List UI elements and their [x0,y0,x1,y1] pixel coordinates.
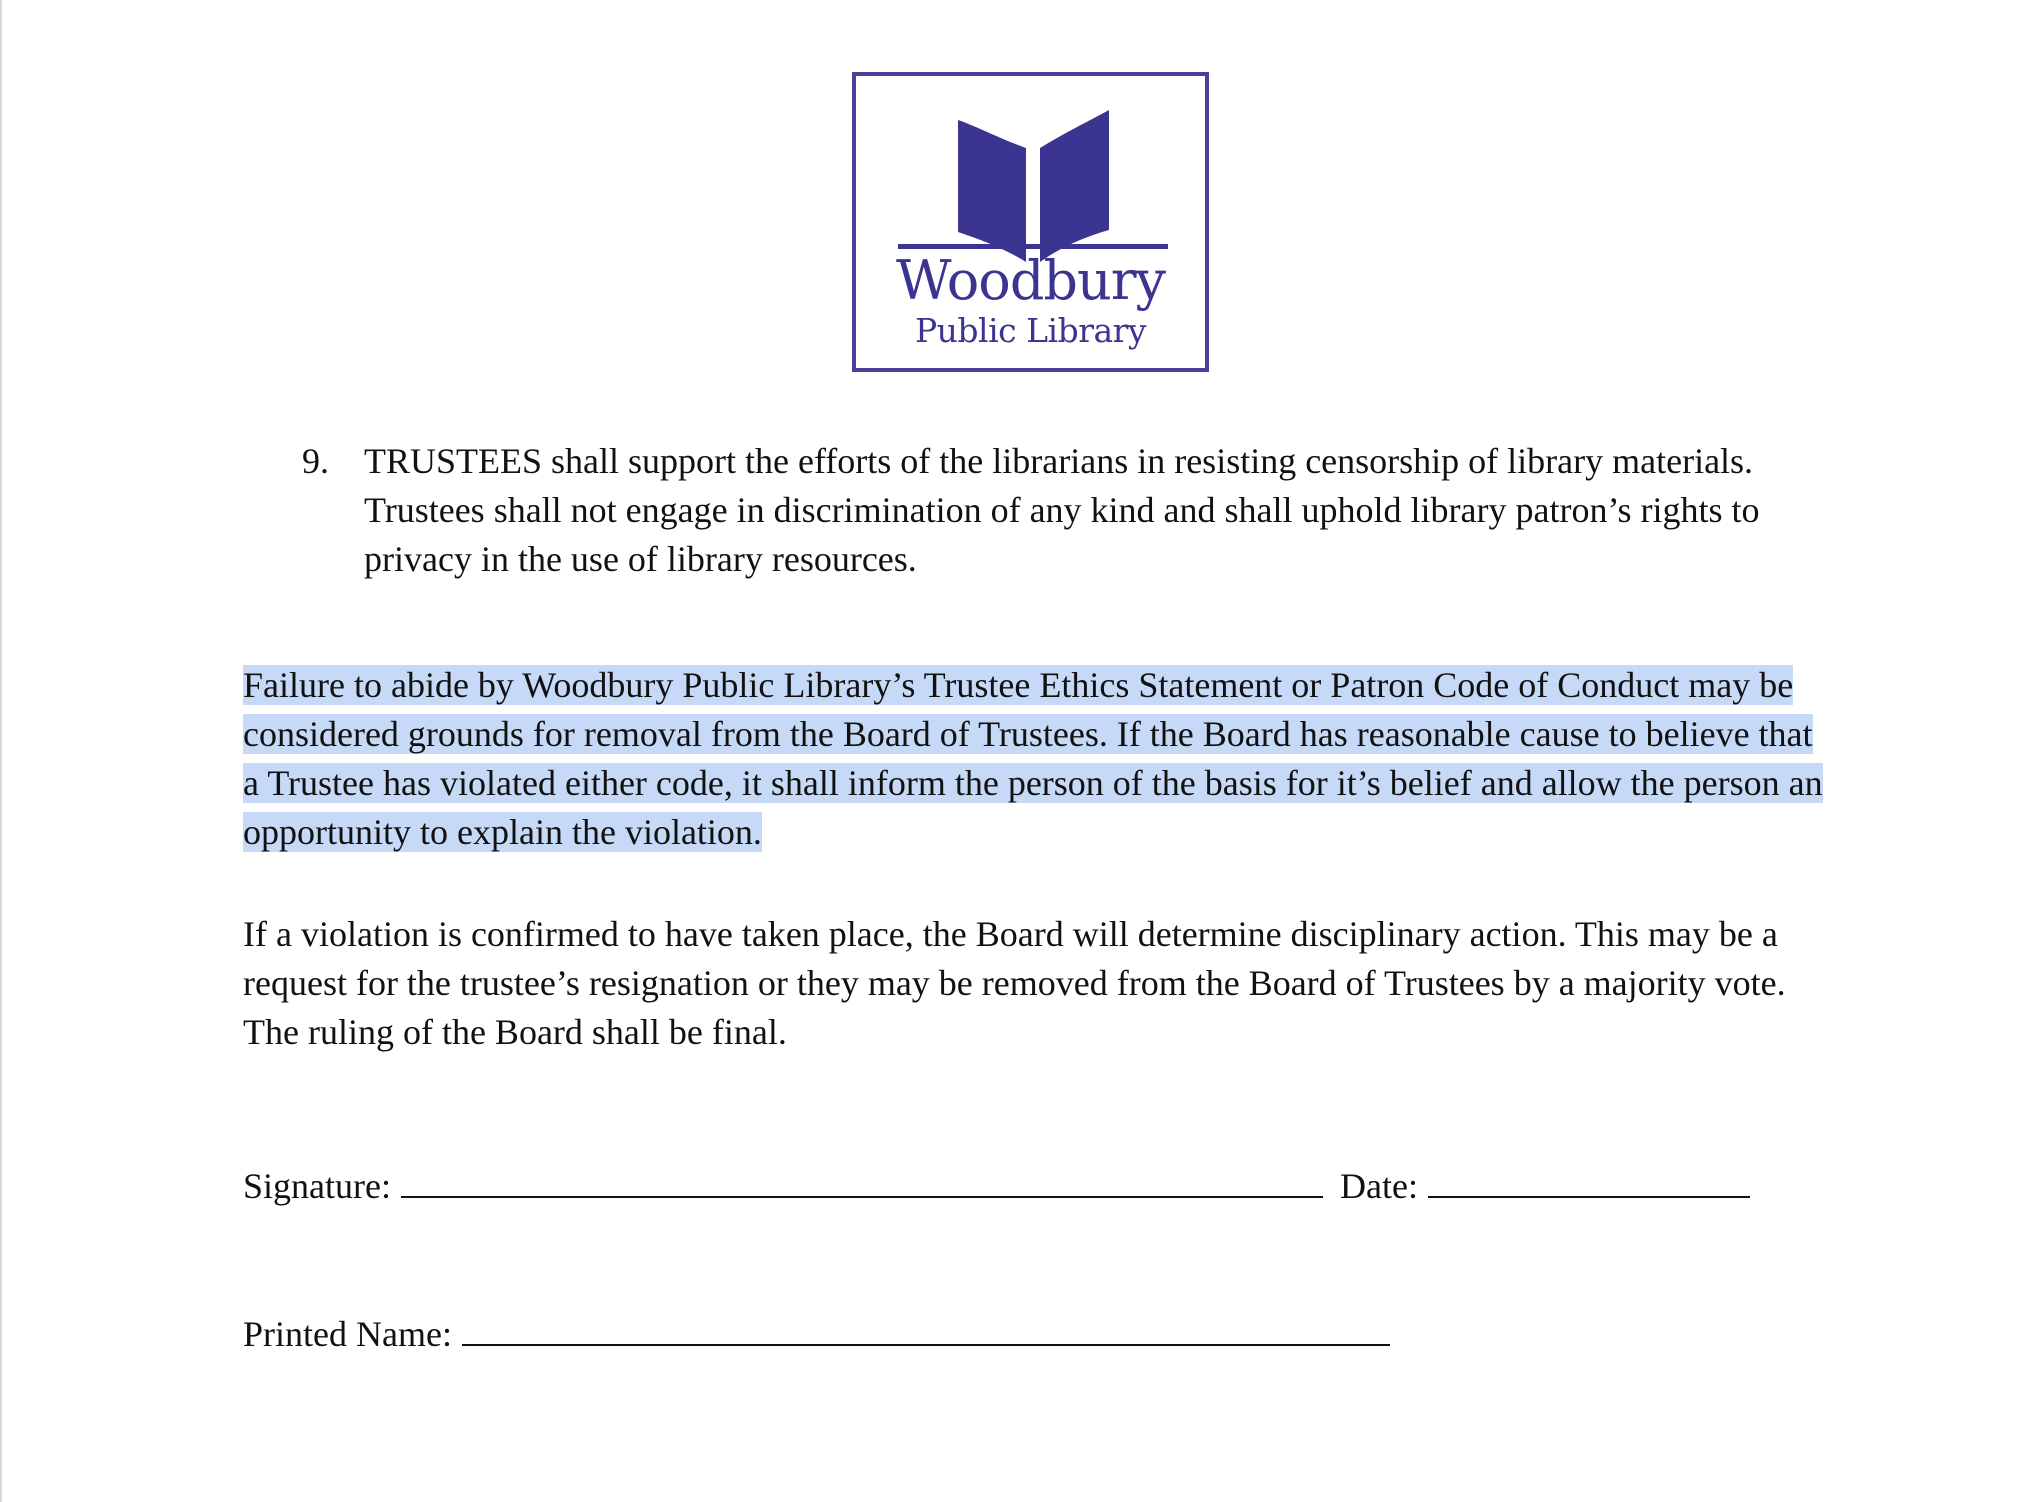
date-label: Date: [1339,1166,1418,1206]
signature-row [243,1160,1750,1211]
selected-text[interactable]: Failure to abide by Woodbury Public Library’s Trustee Ethics Statement or Patron Code of Conduct may be considered grounds for removal from the Board of Trustees. If the Board has reasonable cause to believe that a Trustee has violated either code, it shall inform the person of the basis for it’s belief and allow the person an opportunity to explain the violation. [243,665,1823,852]
list-item-number: 9. [302,441,329,481]
printed-name-row [243,1308,1390,1359]
signature-blank [401,1160,1323,1198]
list-item-text: TRUSTEES shall support the efforts of the librarians in resisting censorship of library materials. Trustees shall not engage in discrimination of any kind and shall uphold library patron’s rights to privacy in the use of library resources. [364,441,1760,579]
logo-name: Woodbury [895,249,1166,312]
removal-paragraph[interactable] [243,661,1823,857]
printed-name-blank [462,1308,1390,1346]
discipline-paragraph: If a violation is confirmed to have taken place, the Board will determine disciplinary action. This may be a request for the trustee’s resignation or they may be removed from the Board of Trustees by a majority vote. The ruling of the Board shall be final. [243,914,1786,1052]
library-logo [852,72,1209,372]
printed-name-label: Printed Name: [243,1314,452,1354]
date-blank [1428,1160,1750,1198]
logo-subtitle: Public Library [914,311,1147,350]
signature-label: Signature: [243,1166,391,1206]
